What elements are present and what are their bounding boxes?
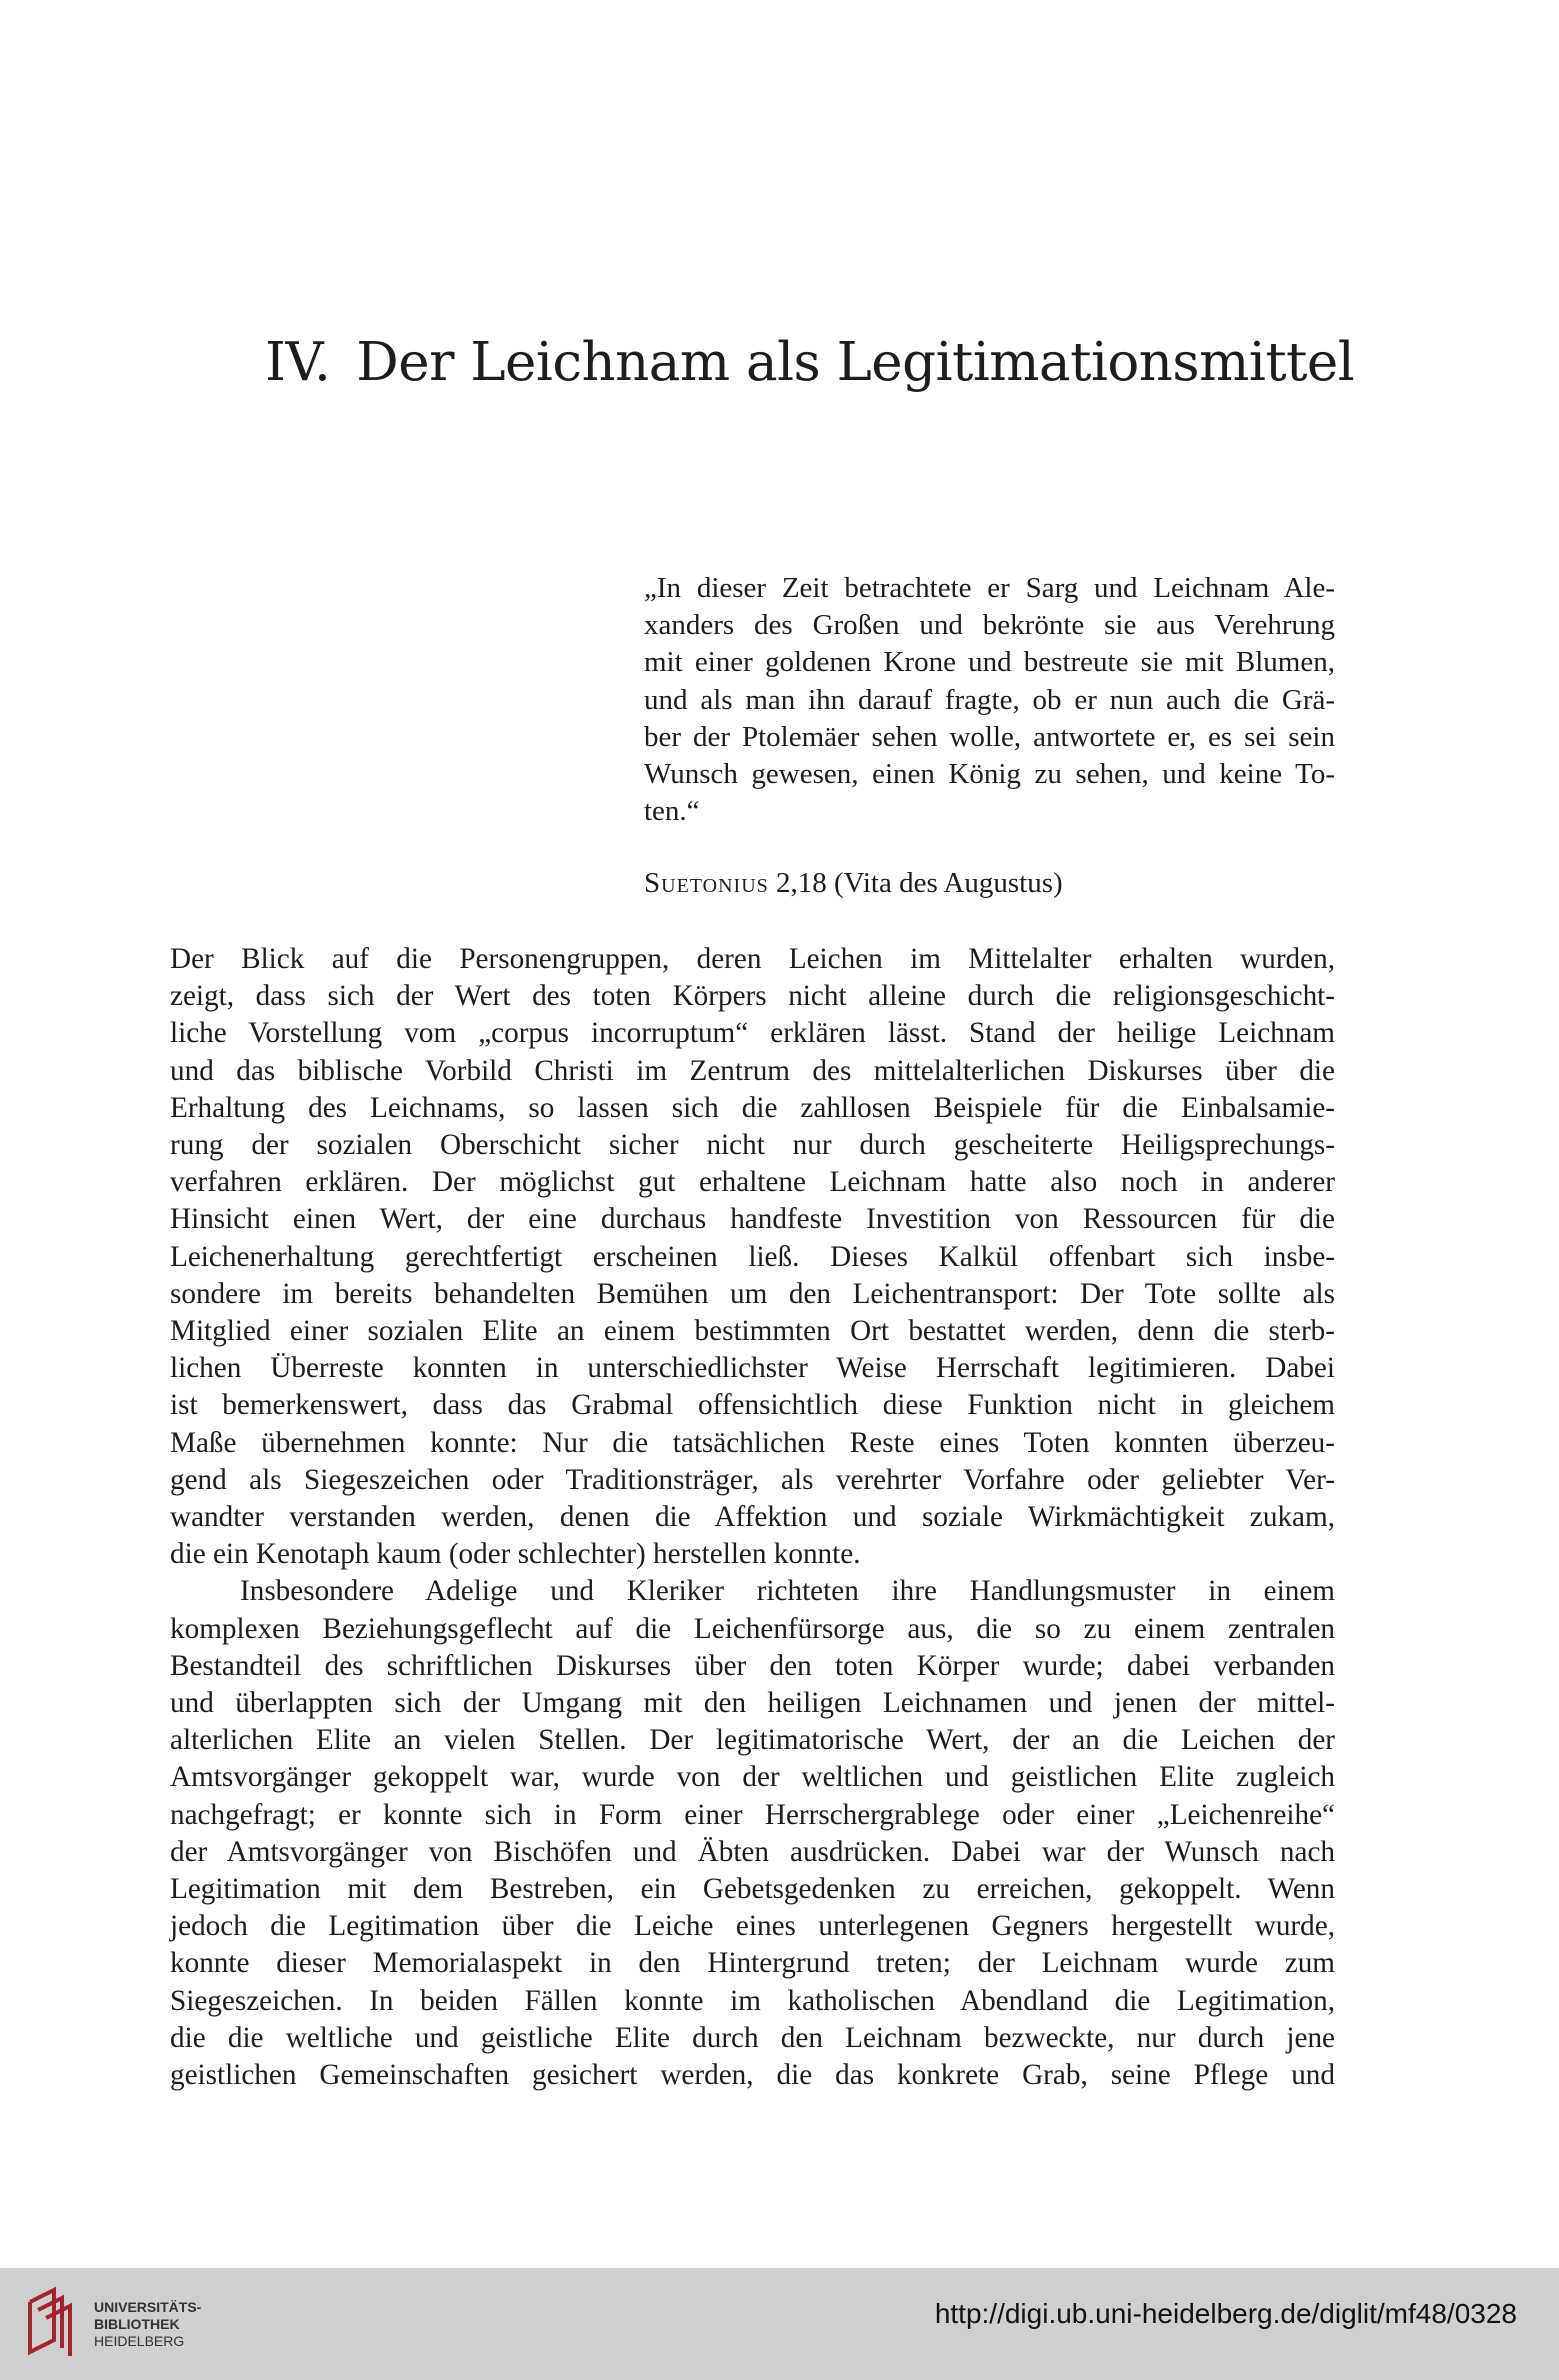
- body-line: und überlappten sich der Umgang mit den heiligen Leichnamen und jenen der mittel-: [170, 1687, 1335, 1720]
- permalink-url[interactable]: http://digi.ub.uni-heidelberg.de/diglit/mf48/0328: [934, 2298, 1517, 2329]
- body-line: Der Blick auf die Personengruppen, deren Leichen im Mittelalter erhalten wurden,: [170, 943, 1335, 975]
- body-line: sondere im bereits behandelten Bemühen um den Leichentransport: Der Tote sollte als: [170, 1277, 1335, 1310]
- body-line: Bestandteil des schriftlichen Diskurses über den toten Körper wurde; dabei verbanden: [170, 1649, 1335, 1682]
- body-line: Mitglied einer sozialen Elite an einem bestimmten Ort bestattet werden, denn die sterb-: [170, 1315, 1335, 1348]
- body-line: gend als Siegeszeichen oder Traditionsträger, als verehrter Vorfahre oder geliebter Ver-: [170, 1463, 1335, 1496]
- epigraph-quote: [644, 570, 1335, 830]
- logo-line-3: HEIDELBERG: [94, 2333, 185, 2349]
- epigraph-line: und als man ihn darauf fragte, ob er nun auch die Grä-: [644, 683, 1335, 716]
- body-line: Erhaltung des Leichnams, so lassen sich die zahllosen Beispiele für die Einbalsamie-: [170, 1091, 1335, 1124]
- body-line: ist bemerkenswert, dass das Grabmal offensichtlich diese Funktion nicht in gleichem: [170, 1389, 1335, 1422]
- body-line: nachgefragt; er konnte sich in Form einer Herrschergrablege oder einer „Leichenreihe“: [170, 1798, 1335, 1831]
- body-line: Maße übernehmen konnte: Nur die tatsächlichen Reste eines Toten konnten überzeu-: [170, 1426, 1335, 1459]
- body-line: wandter verstanden werden, denen die Affektion und soziale Wirkmächtigkeit zukam,: [170, 1501, 1335, 1534]
- library-logo-text: [94, 2299, 201, 2350]
- body-line: Siegeszeichen. In beiden Fällen konnte im katholischen Abendland die Legitimation,: [170, 1984, 1335, 2017]
- library-logo[interactable]: [24, 2280, 244, 2370]
- body-text: [170, 941, 1335, 2094]
- epigraph-line: xanders des Großen und bekrönte sie aus Verehrung: [644, 609, 1335, 642]
- logo-line-1: UNIVERSITÄTS-: [94, 2299, 202, 2315]
- epigraph-line: „In dieser Zeit betrachtete er Sarg und Leichnam Ale-: [644, 572, 1335, 604]
- body-line: komplexen Beziehungsgeflecht auf die Leichenfürsorge aus, die so zu einem zentralen: [170, 1612, 1335, 1645]
- chapter-title: [265, 332, 1354, 393]
- body-line: die ein Kenotaph kaum (oder schlechter) herstellen konnte.: [170, 1538, 861, 1571]
- source-author: Suetonius: [644, 867, 769, 899]
- epigraph-line: ten.“: [644, 795, 700, 828]
- body-line: Amtsvorgänger gekoppelt war, wurde von der weltlichen und geistlichen Elite zugleich: [170, 1761, 1335, 1794]
- body-line: und das biblische Vorbild Christi im Zentrum des mittelalterlichen Diskurses über die: [170, 1054, 1335, 1087]
- body-line: Hinsicht einen Wert, der eine durchaus handfeste Investition von Ressourcen für die: [170, 1203, 1335, 1236]
- body-line: konnte dieser Memorialaspekt in den Hintergrund treten; der Leichnam wurde zum: [170, 1947, 1335, 1980]
- logo-line-2: BIBLIOTHEK: [94, 2316, 180, 2332]
- chapter-number: IV.: [265, 332, 331, 393]
- body-line: liche Vorstellung vom „corpus incorruptum“ erklären lässt. Stand der heilige Leichnam: [170, 1017, 1335, 1050]
- body-line: zeigt, dass sich der Wert des toten Körpers nicht alleine durch die religionsgeschicht-: [170, 980, 1335, 1013]
- library-logo-icon: [24, 2282, 86, 2362]
- body-line: verfahren erklären. Der möglichst gut erhaltene Leichnam hatte also noch in anderer: [170, 1166, 1335, 1199]
- epigraph-line: mit einer goldenen Krone und bestreute sie mit Blumen,: [644, 646, 1335, 679]
- body-line: jedoch die Legitimation über die Leiche eines unterlegenen Gegners hergestellt wurde,: [170, 1910, 1335, 1943]
- body-line: die die weltliche und geistliche Elite durch den Leichnam bezweckte, nur durch jene: [170, 2021, 1335, 2054]
- epigraph-line: ber der Ptolemäer sehen wolle, antwortete er, es sei sein: [644, 720, 1335, 753]
- epigraph-source: [644, 867, 1063, 900]
- body-line: Insbesondere Adelige und Kleriker richteten ihre Handlungsmuster in einem: [240, 1575, 1335, 1608]
- body-line: geistlichen Gemeinschaften gesichert werden, die das konkrete Grab, seine Pflege und: [170, 2059, 1335, 2092]
- body-line: Legitimation mit dem Bestreben, ein Gebetsgedenken zu erreichen, gekoppelt. Wenn: [170, 1873, 1335, 1906]
- body-line: rung der sozialen Oberschicht sicher nicht nur durch gescheiterte Heiligsprechungs-: [170, 1129, 1335, 1162]
- chapter-title-text: Der Leichnam als Legitimationsmittel: [356, 332, 1355, 393]
- epigraph-line: Wunsch gewesen, einen König zu sehen, und keine To-: [644, 758, 1335, 791]
- source-reference: 2,18 (Vita des Augustus): [768, 867, 1063, 899]
- body-line: Leichenerhaltung gerechtfertigt erscheinen ließ. Dieses Kalkül offenbart sich insbe-: [170, 1240, 1335, 1273]
- body-line: der Amtsvorgänger von Bischöfen und Äbten ausdrücken. Dabei war der Wunsch nach: [170, 1835, 1335, 1868]
- footer-bar: [0, 2268, 1559, 2380]
- body-line: alterlichen Elite an vielen Stellen. Der legitimatorische Wert, der an die Leichen der: [170, 1724, 1335, 1757]
- body-line: lichen Überreste konnten in unterschiedlichster Weise Herrschaft legitimieren. Dabei: [170, 1352, 1335, 1385]
